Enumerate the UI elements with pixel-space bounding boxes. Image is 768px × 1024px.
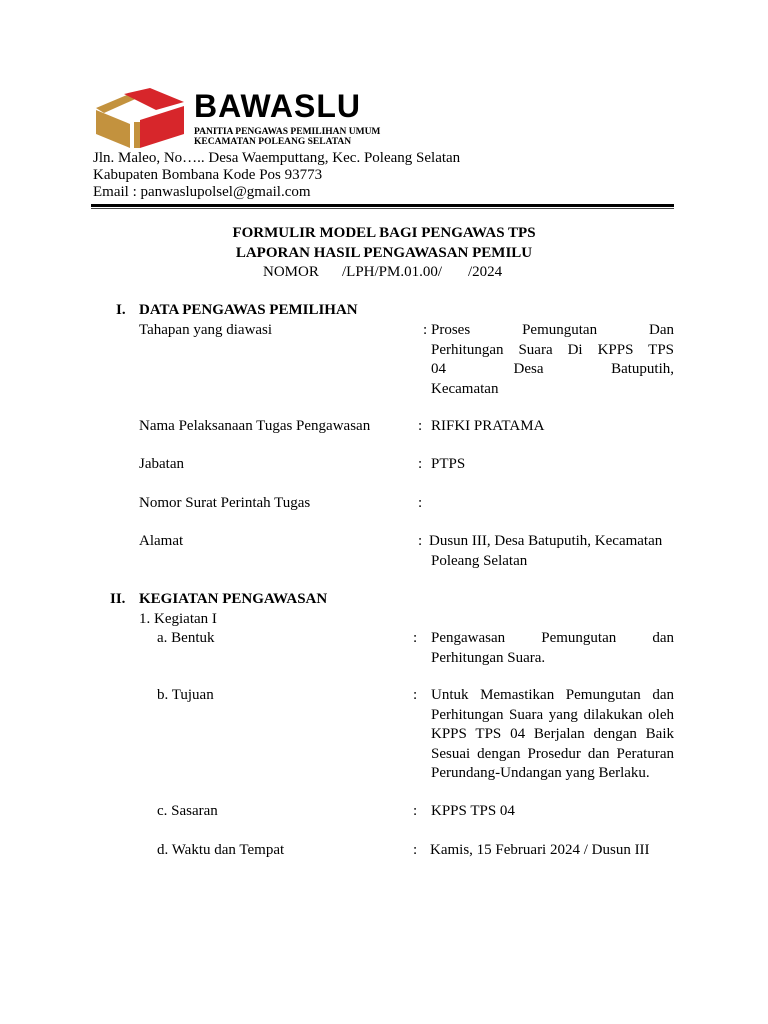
tahapan-value <box>431 321 674 399</box>
nama-colon: : <box>418 418 423 434</box>
bentuk-value-line: Perhitungan Suara. <box>431 649 546 666</box>
nomor-year: /2024 <box>468 264 503 280</box>
bentuk-value-line: Pengawasan Pemungutan dan <box>431 630 674 646</box>
form-title: FORMULIR MODEL BAGI PENGAWAS TPS <box>232 225 536 241</box>
section2-heading: KEGIATAN PENGAWASAN <box>139 591 328 607</box>
bentuk-colon: : <box>413 630 418 646</box>
tujuan-value-line: Sesuai dengan Prosedur dan Peraturan <box>431 745 674 762</box>
section2-numeral: II. <box>110 591 126 607</box>
tahapan-value-line: Perhitungan Suara Di KPPS TPS <box>431 341 674 358</box>
tahapan-value-line: Kecamatan <box>431 380 499 397</box>
sasaran-colon: : <box>413 803 418 819</box>
report-title: LAPORAN HASIL PENGAWASAN PEMILU <box>235 245 533 261</box>
tujuan-value-line: Perhitungan Suara yang dilakukan oleh <box>431 706 674 723</box>
address-line2: Kabupaten Bombana Kode Pos 93773 <box>93 167 323 183</box>
org-name-line2: KECAMATAN POLEANG SELATAN <box>194 137 352 147</box>
nama-value: RIFKI PRATAMA <box>431 418 545 434</box>
org-name-line1: PANITIA PENGAWAS PEMILIHAN UMUM <box>194 127 381 137</box>
nomor-label: NOMOR <box>263 264 319 280</box>
nama-label: Nama Pelaksanaan Tugas Pengawasan <box>139 418 371 434</box>
tahapan-colon: : <box>423 322 428 338</box>
tujuan-value <box>431 686 674 784</box>
bentuk-value <box>431 629 674 668</box>
header-divider <box>91 204 674 207</box>
jabatan-value: PTPS <box>431 456 466 472</box>
tahapan-value-line: Proses Pemungutan Dan <box>431 322 674 338</box>
bentuk-label: a. Bentuk <box>157 630 215 646</box>
jabatan-colon: : <box>418 456 423 472</box>
jabatan-label: Jabatan <box>139 456 184 472</box>
tujuan-label: b. Tujuan <box>157 687 214 703</box>
waktu-value: Kamis, 15 Februari 2024 / Dusun III <box>430 842 650 858</box>
nomor-surat-colon: : <box>418 495 423 511</box>
tujuan-value-line: Untuk Memastikan Pemungutan dan <box>431 687 674 703</box>
waktu-label: d. Waktu dan Tempat <box>157 842 285 858</box>
sasaran-value: KPPS TPS 04 <box>431 803 515 819</box>
kegiatan-label: 1. Kegiatan I <box>139 611 217 627</box>
tujuan-value-line: KPPS TPS 04 Berjalan dengan Baik <box>431 726 674 742</box>
nomor-surat-label: Nomor Surat Perintah Tugas <box>139 495 311 511</box>
alamat-colon: : <box>418 533 423 549</box>
section1-numeral: I. <box>116 302 126 318</box>
alamat-value-line2: Poleang Selatan <box>431 553 528 569</box>
alamat-label: Alamat <box>139 533 184 549</box>
sasaran-label: c. Sasaran <box>157 803 218 819</box>
tujuan-value-line: Perundang-Undangan yang Berlaku. <box>431 765 650 781</box>
address-line1: Jln. Maleo, No….. Desa Waemputtang, Kec. Poleang Selatan <box>93 150 461 166</box>
tujuan-colon: : <box>413 687 418 703</box>
email-line: Email : panwaslupolsel@gmail.com <box>93 184 311 200</box>
tahapan-label: Tahapan yang diawasi <box>139 322 273 338</box>
alamat-value-line1: Dusun III, Desa Batuputih, Kecamatan <box>429 533 663 549</box>
logo-wordmark: BAWASLU <box>194 88 361 124</box>
nomor-code: /LPH/PM.01.00/ <box>342 264 443 280</box>
waktu-colon: : <box>413 842 418 858</box>
bawaslu-logo <box>94 86 186 150</box>
section1-heading: DATA PENGAWAS PEMILIHAN <box>139 302 358 318</box>
tahapan-value-line: 04 Desa Batuputih, <box>431 361 674 377</box>
header-divider-thin <box>91 208 674 209</box>
